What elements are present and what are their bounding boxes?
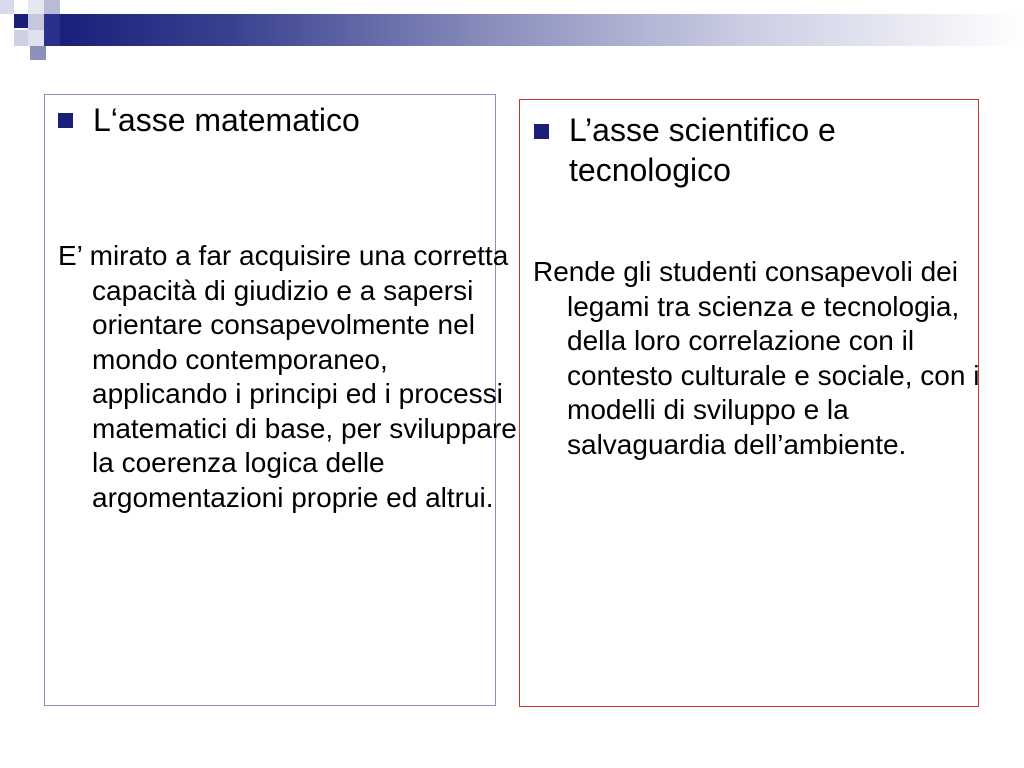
decor-square <box>44 0 60 14</box>
header-decoration <box>0 0 1024 64</box>
math-axis-heading-text: L‘asse matematico <box>93 102 360 138</box>
decor-square <box>44 14 60 46</box>
decor-square <box>28 30 44 46</box>
science-axis-heading <box>534 110 964 190</box>
decor-square <box>0 14 14 30</box>
science-axis-heading-text: L’asse scientifico e tecnologico <box>569 112 836 188</box>
math-axis-heading <box>58 100 483 140</box>
science-axis-description: Rende gli studenti consapevoli dei legami tra scienza e tecnologia, della loro correlazione con il contesto culturale e sociale, con i modelli di sviluppo e la salvaguardia dell’ambiente. <box>533 256 980 460</box>
decor-square <box>14 14 28 28</box>
square-bullet-icon <box>58 113 73 128</box>
math-axis-panel <box>44 94 517 706</box>
decor-square <box>30 46 46 60</box>
math-axis-description: E’ mirato a far acquisire una corretta capacità di giudizio e a sapersi orientare consapevolmente nel mondo contemporaneo, applicando i principi ed i processi matematici di base, per sviluppare la coerenza logica delle argomentazioni proprie ed altrui. <box>58 240 517 513</box>
header-gradient-bar <box>60 14 1024 46</box>
science-axis-panel <box>519 99 979 707</box>
decor-square <box>0 0 14 14</box>
decor-square <box>28 14 44 30</box>
square-bullet-icon <box>534 124 549 139</box>
decor-square <box>28 0 44 14</box>
decor-square <box>14 30 28 46</box>
